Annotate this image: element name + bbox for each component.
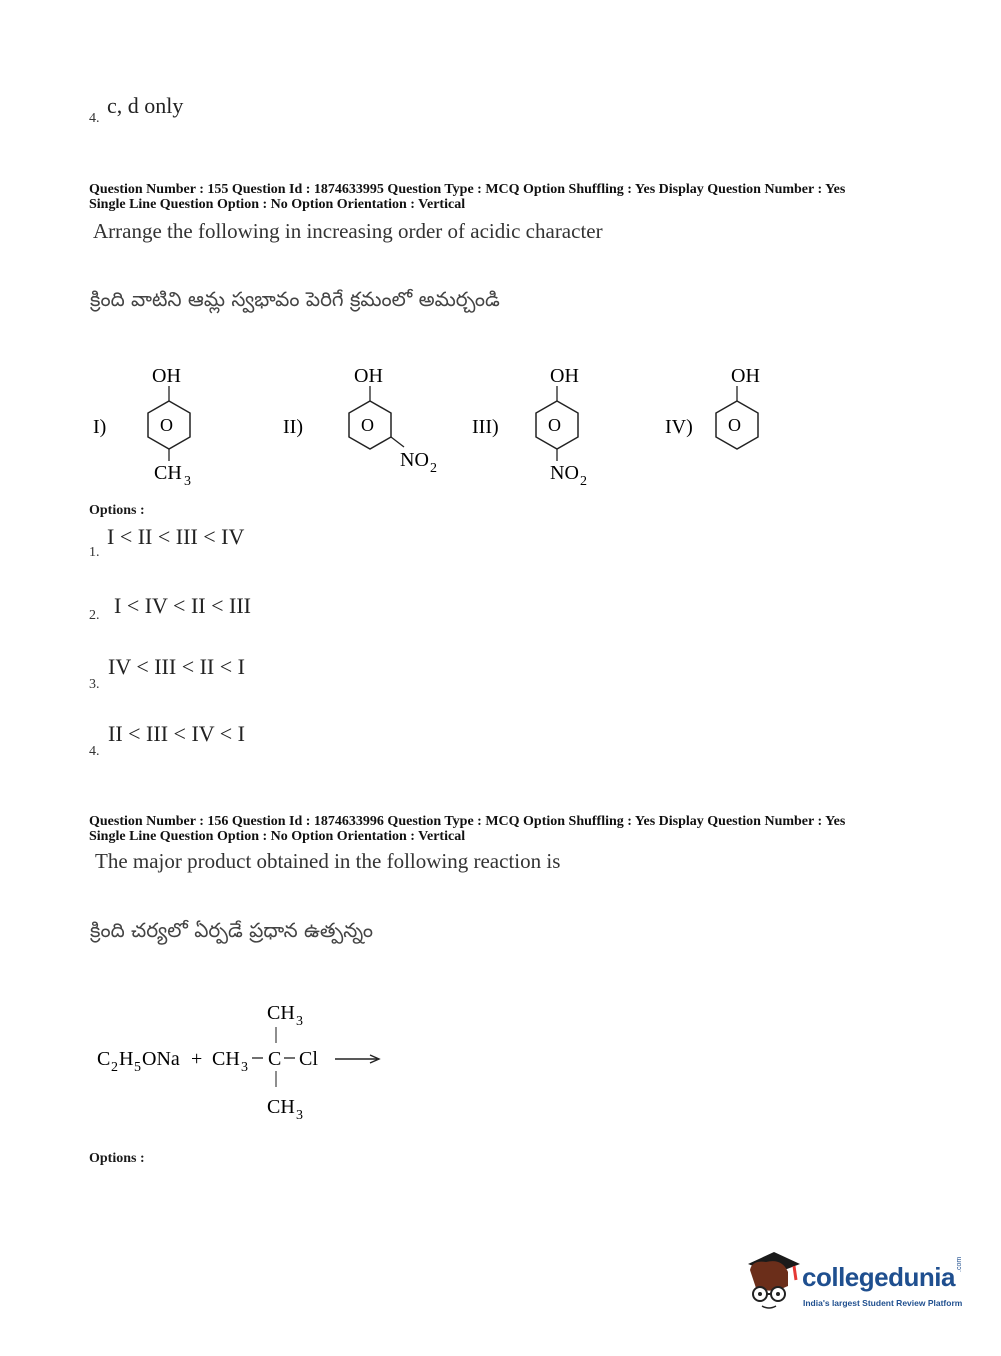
structure-iii-sub-index: 2 xyxy=(580,474,587,489)
reaction-reagent-h-sub: 5 xyxy=(134,1060,141,1075)
q155-option-1-text[interactable]: I < II < III < IV xyxy=(107,524,245,549)
structure-iv-ring: O xyxy=(728,415,741,435)
structure-iv xyxy=(665,365,760,449)
reaction-reagent-c-sub: 2 xyxy=(111,1060,118,1075)
collegedunia-logo xyxy=(742,1248,972,1320)
q156-question-telugu: క్రింది చర్యలో ఏర్పడే ప్రధాన ఉత్పన్నం xyxy=(90,918,374,942)
phenol-structures-diagram xyxy=(80,355,840,495)
reaction-ch3-top-sub: 3 xyxy=(296,1014,303,1029)
reaction-reagent-h: H xyxy=(119,1048,134,1070)
structure-i-substituent: CH xyxy=(154,462,182,484)
q155-option-1-number: 1. xyxy=(89,545,100,560)
structure-ii-oh: OH xyxy=(354,365,383,387)
q155-option-3-number: 3. xyxy=(89,677,100,692)
prev-option-number: 4. xyxy=(89,111,100,126)
structure-ii-ring: O xyxy=(361,415,374,435)
q156-reaction xyxy=(90,995,400,1125)
structure-ii-label: II) xyxy=(283,416,303,438)
q155-option-3-text[interactable]: IV < III < II < I xyxy=(108,654,245,679)
reaction-chloro: Cl xyxy=(299,1048,318,1070)
q156-meta-line1: Question Number : 156 Question Id : 1874633996 Question Type : MCQ Option Shuffling : Yes Display Question Number : Yes xyxy=(89,814,846,829)
logo-tagline: India's largest Student Review Platform xyxy=(803,1298,963,1308)
q155-meta-line1: Question Number : 155 Question Id : 1874633995 Question Type : MCQ Option Shuffling : Yes Display Question Number : Yes xyxy=(89,182,846,197)
q155-meta xyxy=(89,182,969,212)
structure-iii-ring: O xyxy=(548,415,561,435)
reaction-ch3-bottom: CH xyxy=(267,1096,295,1118)
prev-option-text: c, d only xyxy=(107,93,184,118)
q155-option-2-text[interactable]: I < IV < II < III xyxy=(114,593,251,618)
q155-structures xyxy=(80,355,840,495)
reaction-reagent-c: C xyxy=(97,1048,111,1070)
q155-option-4-number: 4. xyxy=(89,744,100,759)
q155-meta-line2: Single Line Question Option : No Option Orientation : Vertical xyxy=(89,197,466,212)
structure-i xyxy=(93,365,191,489)
q156-meta xyxy=(89,814,969,844)
q155-option-4-text[interactable]: II < III < IV < I xyxy=(108,721,245,746)
reaction-central-c: C xyxy=(268,1048,282,1070)
structure-iv-label: IV) xyxy=(665,416,693,438)
reaction-plus: + xyxy=(191,1048,203,1070)
structure-iii-oh: OH xyxy=(550,365,579,387)
structure-i-label: I) xyxy=(93,416,107,438)
structure-iii-substituent: NO xyxy=(550,462,579,484)
structure-ii-sub-index: 2 xyxy=(430,461,437,476)
reaction-diagram xyxy=(90,995,400,1125)
reaction-ch3-bottom-sub: 3 xyxy=(296,1108,303,1123)
structure-ii xyxy=(283,365,437,476)
reaction-ch3-top: CH xyxy=(267,1002,295,1024)
structure-iii xyxy=(472,365,587,489)
structure-i-sub-index: 3 xyxy=(184,474,191,489)
q156-question-english: The major product obtained in the following reaction is xyxy=(95,849,561,873)
structure-iv-oh: OH xyxy=(731,365,760,387)
q155-question-english: Arrange the following in increasing order of acidic character xyxy=(93,219,603,243)
reaction-ch3-left: CH xyxy=(212,1048,240,1070)
reaction-reagent-rest: ONa xyxy=(142,1048,180,1070)
structure-i-oh: OH xyxy=(152,365,181,387)
q156-meta-line2: Single Line Question Option : No Option Orientation : Vertical xyxy=(89,829,466,844)
q155-options-label: Options : xyxy=(89,503,145,518)
logo-dotcom: .com xyxy=(956,1256,963,1272)
structure-i-ring: O xyxy=(160,415,173,435)
structure-ii-substituent: NO xyxy=(400,449,429,471)
reaction-ch3-left-sub: 3 xyxy=(241,1060,248,1075)
q155-question-telugu: క్రింది వాటిని ఆమ్ల స్వభావం పెరిగే క్రమంలో అమర్చండి xyxy=(90,287,500,311)
q155-option-2-number: 2. xyxy=(89,608,100,623)
q156-options-label: Options : xyxy=(89,1151,145,1166)
structure-iii-label: III) xyxy=(472,416,499,438)
mascot-icon xyxy=(742,1248,802,1312)
logo-brand-text: collegedunia xyxy=(802,1262,955,1292)
